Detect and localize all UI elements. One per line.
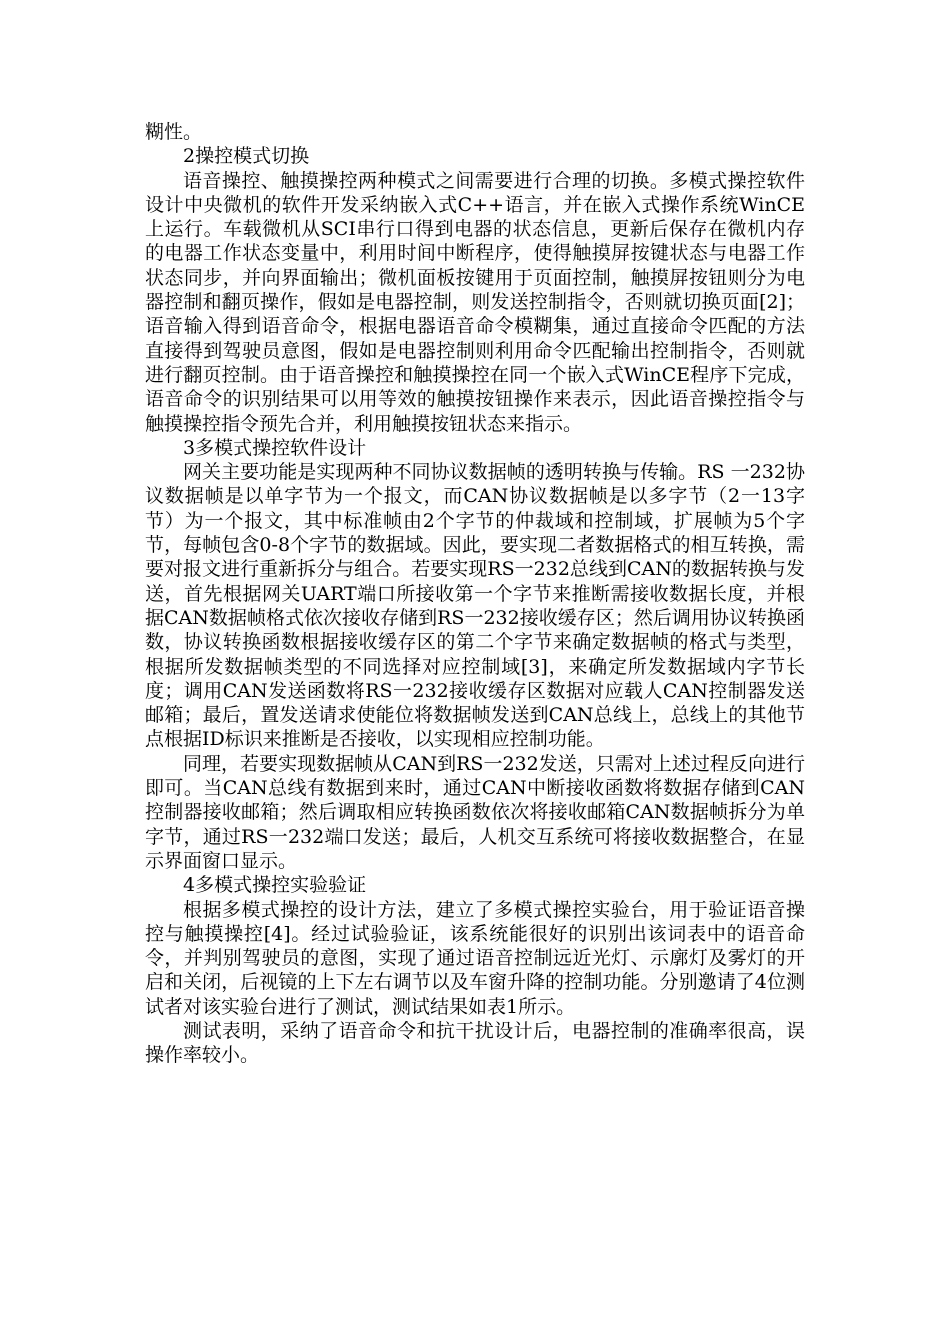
section-heading-experiment: 4多模式操控实验验证 <box>183 874 367 897</box>
section-heading-software-design: 3多模式操控软件设计 <box>183 436 367 459</box>
paragraph-experiment: 根据多模式操控的设计方法，建立了多模式操控实验台，用于验证语音操控与触摸操控[4]。经过试验验证，该系统能很好的识别出该词表中的语音命令，并判别驾驶员的意图，实现了通过语音控制远近光灯、示廓灯及雾灯的开启和关闭，后视镜的上下左右调节以及车窗升降的控制功能。分别邀请了4位测试者对该实验台进行了测试，测试结果如表1所示。 <box>145 898 805 1018</box>
paragraph-reverse-transfer: 同理，若要实现数据帧从CAN到RS一232发送，只需对上述过程反向进行即可。当CAN总线有数据到来时，通过CAN中断接收函数将数据存储到CAN控制器接收邮箱；然后调取相应转换函数依次将接收邮箱CAN数据帧拆分为单字节，通过RS一232端口发送；最后，人机交互系统可将接收数据整合，在显示界面窗口显示。 <box>145 752 805 872</box>
paragraph-test-result: 测试表明，采纳了语音命令和抗干扰设计后，电器控制的准确率很高，误操作率较小。 <box>145 1019 805 1067</box>
paragraph-gateway: 网关主要功能是实现两种不同协议数据帧的透明转换与传输。RS 一232协议数据帧是以单字节为一个报文，而CAN协议数据帧是以多字节（2一13字节）为一个报文，其中标准帧由2个字节的仲裁域和控制域，扩展帧为5个字节，每帧包含0-8个字节的数据域。因此，要实现二者数据格式的相互转换，需要对报文进行重新拆分与组合。若要实现RS一232总线到CAN的数据转换与发送，首先根据网关UART端口所接收第一个字节来推断需接收数据长度，并根据CAN数据帧格式依次接收存储到RS一232接收缓存区；然后调用协议转换函数，协议转换函数根据接收缓存区的第二个字节来确定数据帧的格式与类型，根据所发数据帧类型的不同选择对应控制域[3]，来确定所发数据域内字节长度；调用CAN发送函数将RS一232接收缓存区数据对应载人CAN控制器发送邮箱；最后，置发送请求使能位将数据帧发送到CAN总线上，总线上的其他节点根据ID标识来推断是否接收，以实现相应控制功能。 <box>145 461 805 751</box>
document-page <box>145 120 805 1068</box>
section-heading-mode-switch: 2操控模式切换 <box>183 145 310 168</box>
paragraph-continuation: 糊性。 <box>145 121 203 143</box>
paragraph-mode-switch: 语音操控、触摸操控两种模式之间需要进行合理的切换。多模式操控软件设计中央微机的软件开发采纳嵌入式C++语言，并在嵌入式操作系统WinCE上运行。车载微机从SCI串行口得到电器的状态信息，更新后保存在微机内存的电器工作状态变量中，利用时间中断程序，使得触摸屏按键状态与电器工作状态同步，并向界面输出；微机面板按键用于页面控制，触摸屏按钮则分为电器控制和翻页操作，假如是电器控制，则发送控制指令，否则就切换页面[2]；语音输入得到语音命令，根据电器语音命令模糊集，通过直接命令匹配的方法直接得到驾驶员意图，假如是电器控制则利用命令匹配输出控制指令，否则就进行翻页控制。由于语音操控和触摸操控在同一个嵌入式WinCE程序下完成，语音命令的识别结果可以用等效的触摸按钮操作来表示，因此语音操控指令与触摸操控指令预先合并，利用触摸按钮状态来指示。 <box>145 169 805 435</box>
